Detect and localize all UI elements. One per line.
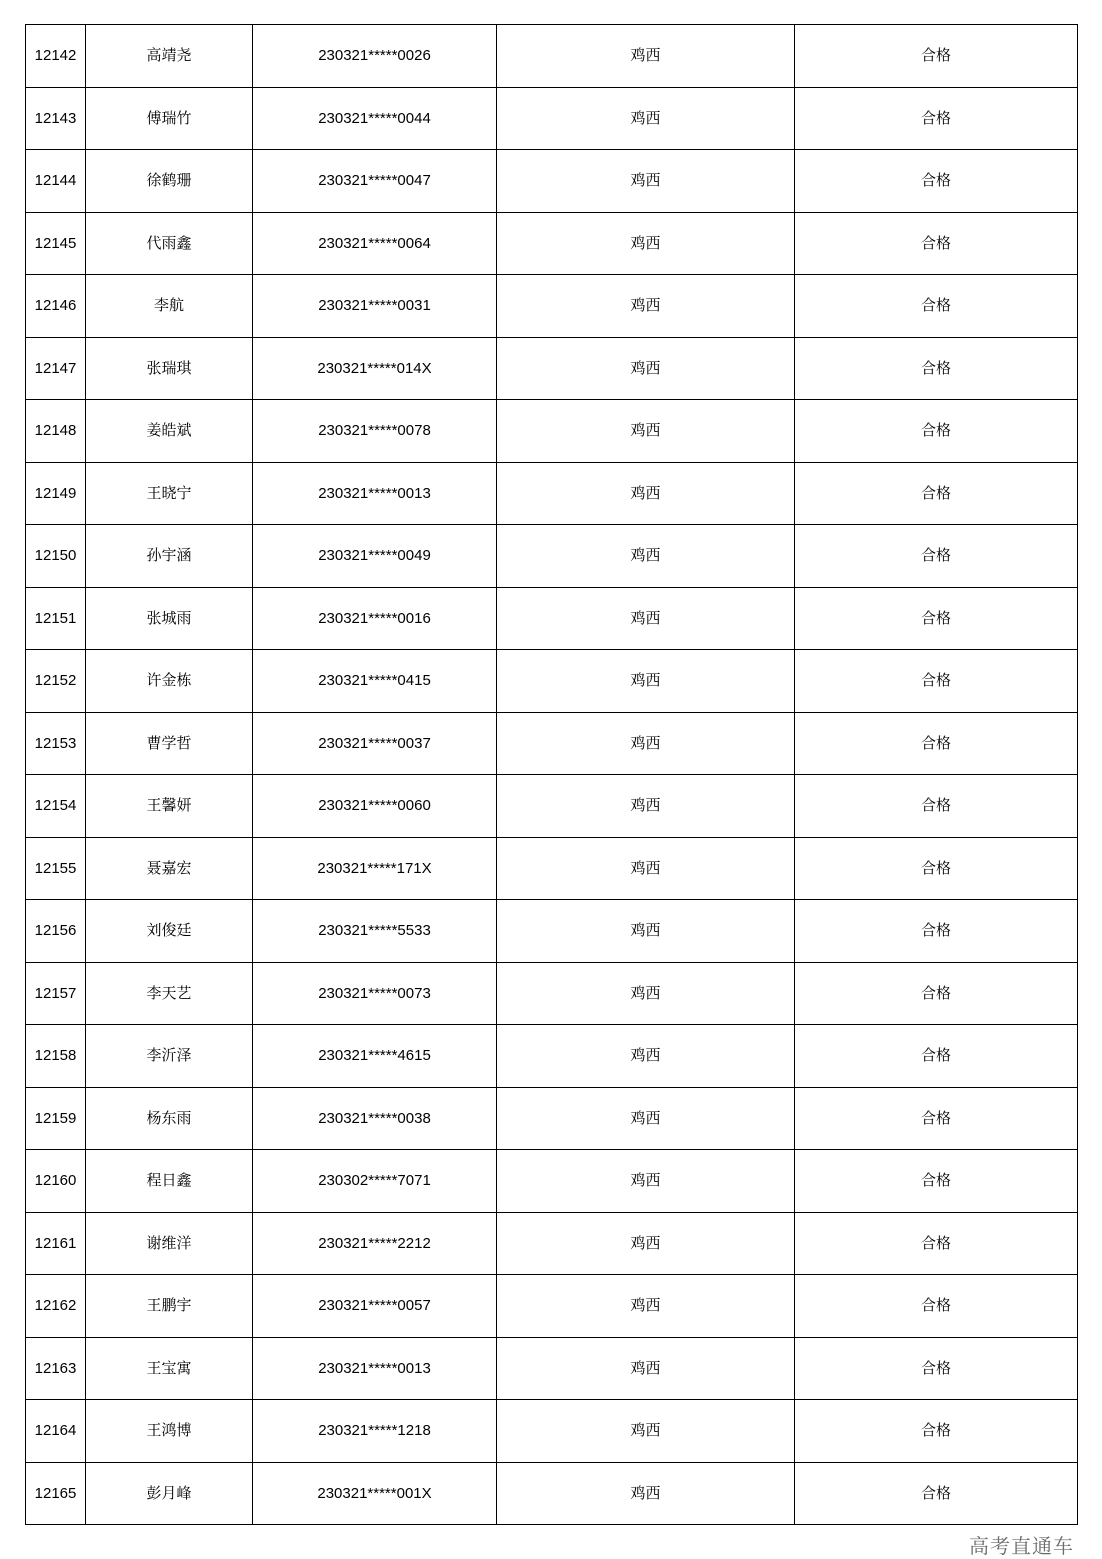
table-row bbox=[26, 337, 1078, 400]
cell-region: 鸡西 bbox=[497, 1462, 795, 1525]
cell-result: 合格 bbox=[795, 1275, 1078, 1338]
cell-id-number: 230321*****0044 bbox=[253, 87, 497, 150]
cell-result: 合格 bbox=[795, 462, 1078, 525]
table-row bbox=[26, 775, 1078, 838]
cell-name: 许金栋 bbox=[86, 650, 253, 713]
table-row bbox=[26, 587, 1078, 650]
cell-id-number: 230321*****2212 bbox=[253, 1212, 497, 1275]
cell-id-number: 230321*****0013 bbox=[253, 1337, 497, 1400]
cell-name: 张城雨 bbox=[86, 587, 253, 650]
cell-number: 12164 bbox=[26, 1400, 86, 1463]
cell-region: 鸡西 bbox=[497, 212, 795, 275]
cell-result: 合格 bbox=[795, 1150, 1078, 1213]
cell-number: 12151 bbox=[26, 587, 86, 650]
cell-id-number: 230321*****0057 bbox=[253, 1275, 497, 1338]
results-table-body bbox=[26, 25, 1078, 1525]
cell-result: 合格 bbox=[795, 900, 1078, 963]
cell-id-number: 230321*****0026 bbox=[253, 25, 497, 88]
cell-number: 12160 bbox=[26, 1150, 86, 1213]
cell-number: 12158 bbox=[26, 1025, 86, 1088]
cell-number: 12162 bbox=[26, 1275, 86, 1338]
cell-number: 12163 bbox=[26, 1337, 86, 1400]
cell-name: 孙宇涵 bbox=[86, 525, 253, 588]
cell-region: 鸡西 bbox=[497, 900, 795, 963]
cell-number: 12154 bbox=[26, 775, 86, 838]
cell-name: 李沂泽 bbox=[86, 1025, 253, 1088]
cell-region: 鸡西 bbox=[497, 650, 795, 713]
results-table bbox=[25, 24, 1078, 1525]
cell-region: 鸡西 bbox=[497, 275, 795, 338]
table-row bbox=[26, 212, 1078, 275]
cell-result: 合格 bbox=[795, 275, 1078, 338]
cell-name: 姜皓斌 bbox=[86, 400, 253, 463]
cell-name: 高靖尧 bbox=[86, 25, 253, 88]
table-row bbox=[26, 1087, 1078, 1150]
cell-number: 12145 bbox=[26, 212, 86, 275]
cell-result: 合格 bbox=[795, 212, 1078, 275]
cell-result: 合格 bbox=[795, 87, 1078, 150]
cell-number: 12148 bbox=[26, 400, 86, 463]
table-row bbox=[26, 962, 1078, 1025]
cell-id-number: 230321*****0060 bbox=[253, 775, 497, 838]
cell-number: 12150 bbox=[26, 525, 86, 588]
cell-result: 合格 bbox=[795, 1025, 1078, 1088]
cell-id-number: 230302*****7071 bbox=[253, 1150, 497, 1213]
table-row bbox=[26, 462, 1078, 525]
cell-region: 鸡西 bbox=[497, 712, 795, 775]
table-row bbox=[26, 400, 1078, 463]
table-row bbox=[26, 1025, 1078, 1088]
cell-region: 鸡西 bbox=[497, 775, 795, 838]
cell-result: 合格 bbox=[795, 400, 1078, 463]
cell-id-number: 230321*****0073 bbox=[253, 962, 497, 1025]
cell-number: 12155 bbox=[26, 837, 86, 900]
cell-result: 合格 bbox=[795, 1337, 1078, 1400]
cell-id-number: 230321*****0047 bbox=[253, 150, 497, 213]
cell-id-number: 230321*****171X bbox=[253, 837, 497, 900]
cell-result: 合格 bbox=[795, 650, 1078, 713]
cell-name: 李天艺 bbox=[86, 962, 253, 1025]
cell-number: 12143 bbox=[26, 87, 86, 150]
cell-name: 徐鹤珊 bbox=[86, 150, 253, 213]
cell-id-number: 230321*****5533 bbox=[253, 900, 497, 963]
cell-region: 鸡西 bbox=[497, 87, 795, 150]
cell-number: 12146 bbox=[26, 275, 86, 338]
table-row bbox=[26, 837, 1078, 900]
cell-id-number: 230321*****0078 bbox=[253, 400, 497, 463]
cell-id-number: 230321*****001X bbox=[253, 1462, 497, 1525]
table-row bbox=[26, 87, 1078, 150]
table-row bbox=[26, 275, 1078, 338]
cell-result: 合格 bbox=[795, 1087, 1078, 1150]
cell-number: 12153 bbox=[26, 712, 86, 775]
cell-number: 12159 bbox=[26, 1087, 86, 1150]
table-row bbox=[26, 150, 1078, 213]
cell-name: 张瑞琪 bbox=[86, 337, 253, 400]
cell-result: 合格 bbox=[795, 712, 1078, 775]
cell-name: 谢维洋 bbox=[86, 1212, 253, 1275]
cell-result: 合格 bbox=[795, 25, 1078, 88]
cell-region: 鸡西 bbox=[497, 962, 795, 1025]
cell-region: 鸡西 bbox=[497, 837, 795, 900]
cell-number: 12152 bbox=[26, 650, 86, 713]
cell-number: 12161 bbox=[26, 1212, 86, 1275]
cell-id-number: 230321*****014X bbox=[253, 337, 497, 400]
cell-region: 鸡西 bbox=[497, 1025, 795, 1088]
cell-region: 鸡西 bbox=[497, 1150, 795, 1213]
cell-name: 曹学哲 bbox=[86, 712, 253, 775]
cell-result: 合格 bbox=[795, 1212, 1078, 1275]
cell-name: 李航 bbox=[86, 275, 253, 338]
table-row bbox=[26, 525, 1078, 588]
cell-name: 王鹏宇 bbox=[86, 1275, 253, 1338]
cell-region: 鸡西 bbox=[497, 400, 795, 463]
cell-number: 12156 bbox=[26, 900, 86, 963]
cell-name: 傅瑞竹 bbox=[86, 87, 253, 150]
cell-name: 程日鑫 bbox=[86, 1150, 253, 1213]
cell-result: 合格 bbox=[795, 1400, 1078, 1463]
cell-id-number: 230321*****0013 bbox=[253, 462, 497, 525]
cell-result: 合格 bbox=[795, 525, 1078, 588]
cell-result: 合格 bbox=[795, 587, 1078, 650]
cell-region: 鸡西 bbox=[497, 1400, 795, 1463]
cell-region: 鸡西 bbox=[497, 1337, 795, 1400]
cell-result: 合格 bbox=[795, 150, 1078, 213]
cell-region: 鸡西 bbox=[497, 337, 795, 400]
cell-result: 合格 bbox=[795, 1462, 1078, 1525]
table-row bbox=[26, 650, 1078, 713]
cell-region: 鸡西 bbox=[497, 525, 795, 588]
cell-number: 12149 bbox=[26, 462, 86, 525]
cell-id-number: 230321*****0064 bbox=[253, 212, 497, 275]
cell-name: 刘俊廷 bbox=[86, 900, 253, 963]
cell-region: 鸡西 bbox=[497, 1212, 795, 1275]
cell-name: 王宝寓 bbox=[86, 1337, 253, 1400]
cell-region: 鸡西 bbox=[497, 462, 795, 525]
watermark-text: 高考直通车 bbox=[969, 1534, 1074, 1558]
table-row bbox=[26, 712, 1078, 775]
table-row bbox=[26, 900, 1078, 963]
cell-name: 王馨妍 bbox=[86, 775, 253, 838]
cell-id-number: 230321*****0038 bbox=[253, 1087, 497, 1150]
table-row bbox=[26, 25, 1078, 88]
cell-id-number: 230321*****0031 bbox=[253, 275, 497, 338]
cell-name: 王鸿博 bbox=[86, 1400, 253, 1463]
table-row bbox=[26, 1150, 1078, 1213]
cell-name: 杨东雨 bbox=[86, 1087, 253, 1150]
cell-id-number: 230321*****0049 bbox=[253, 525, 497, 588]
cell-result: 合格 bbox=[795, 962, 1078, 1025]
cell-name: 王晓宁 bbox=[86, 462, 253, 525]
cell-name: 聂嘉宏 bbox=[86, 837, 253, 900]
cell-number: 12142 bbox=[26, 25, 86, 88]
cell-result: 合格 bbox=[795, 337, 1078, 400]
cell-result: 合格 bbox=[795, 775, 1078, 838]
cell-region: 鸡西 bbox=[497, 1087, 795, 1150]
cell-name: 代雨鑫 bbox=[86, 212, 253, 275]
cell-region: 鸡西 bbox=[497, 1275, 795, 1338]
cell-number: 12144 bbox=[26, 150, 86, 213]
cell-number: 12147 bbox=[26, 337, 86, 400]
cell-region: 鸡西 bbox=[497, 150, 795, 213]
cell-region: 鸡西 bbox=[497, 25, 795, 88]
cell-result: 合格 bbox=[795, 837, 1078, 900]
cell-id-number: 230321*****0037 bbox=[253, 712, 497, 775]
table-row bbox=[26, 1337, 1078, 1400]
cell-region: 鸡西 bbox=[497, 587, 795, 650]
table-row bbox=[26, 1462, 1078, 1525]
cell-id-number: 230321*****0016 bbox=[253, 587, 497, 650]
cell-id-number: 230321*****4615 bbox=[253, 1025, 497, 1088]
cell-id-number: 230321*****0415 bbox=[253, 650, 497, 713]
table-row bbox=[26, 1212, 1078, 1275]
cell-number: 12157 bbox=[26, 962, 86, 1025]
table-row bbox=[26, 1275, 1078, 1338]
cell-number: 12165 bbox=[26, 1462, 86, 1525]
cell-id-number: 230321*****1218 bbox=[253, 1400, 497, 1463]
cell-name: 彭月峰 bbox=[86, 1462, 253, 1525]
table-row bbox=[26, 1400, 1078, 1463]
